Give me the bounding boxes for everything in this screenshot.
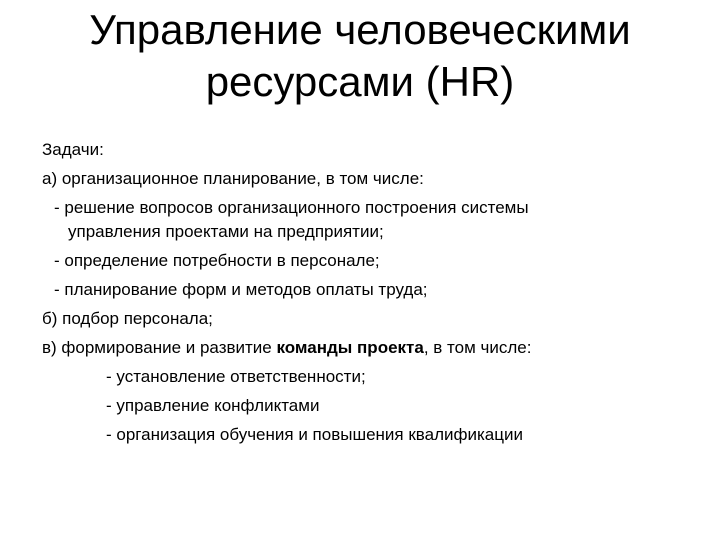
task-c-bold-term: команды проекта <box>276 338 424 357</box>
task-item-b: б) подбор персонала; <box>42 309 213 328</box>
slide-title <box>0 4 720 108</box>
task-item-a: а) организационное планирование, в том числе: <box>42 169 424 188</box>
task-c-prefix: в) формирование и развитие <box>42 338 277 357</box>
task-c-suffix: , в том числе: <box>423 338 532 357</box>
task-a-subitem-1-continuation: управления проектами на предприятии; <box>68 222 384 241</box>
slide-body <box>42 135 702 449</box>
task-c-subitem-1: - установление ответственности; <box>106 367 366 386</box>
slide-title-line-1: Управление человеческими <box>89 6 631 53</box>
task-a-subitem-2: - определение потребности в персонале; <box>54 251 380 270</box>
task-c-subitem-2: - управление конфликтами <box>106 396 320 415</box>
tasks-heading: Задачи: <box>42 140 104 159</box>
task-item-c <box>42 333 702 362</box>
task-c-subitem-3: - организация обучения и повышения квалификации <box>106 425 523 444</box>
task-a-subitem-1: - решение вопросов организационного построения системы <box>54 198 529 217</box>
slide-title-line-2: ресурсами (HR) <box>205 58 515 105</box>
task-a-subitem-3: - планирование форм и методов оплаты труда; <box>54 280 428 299</box>
